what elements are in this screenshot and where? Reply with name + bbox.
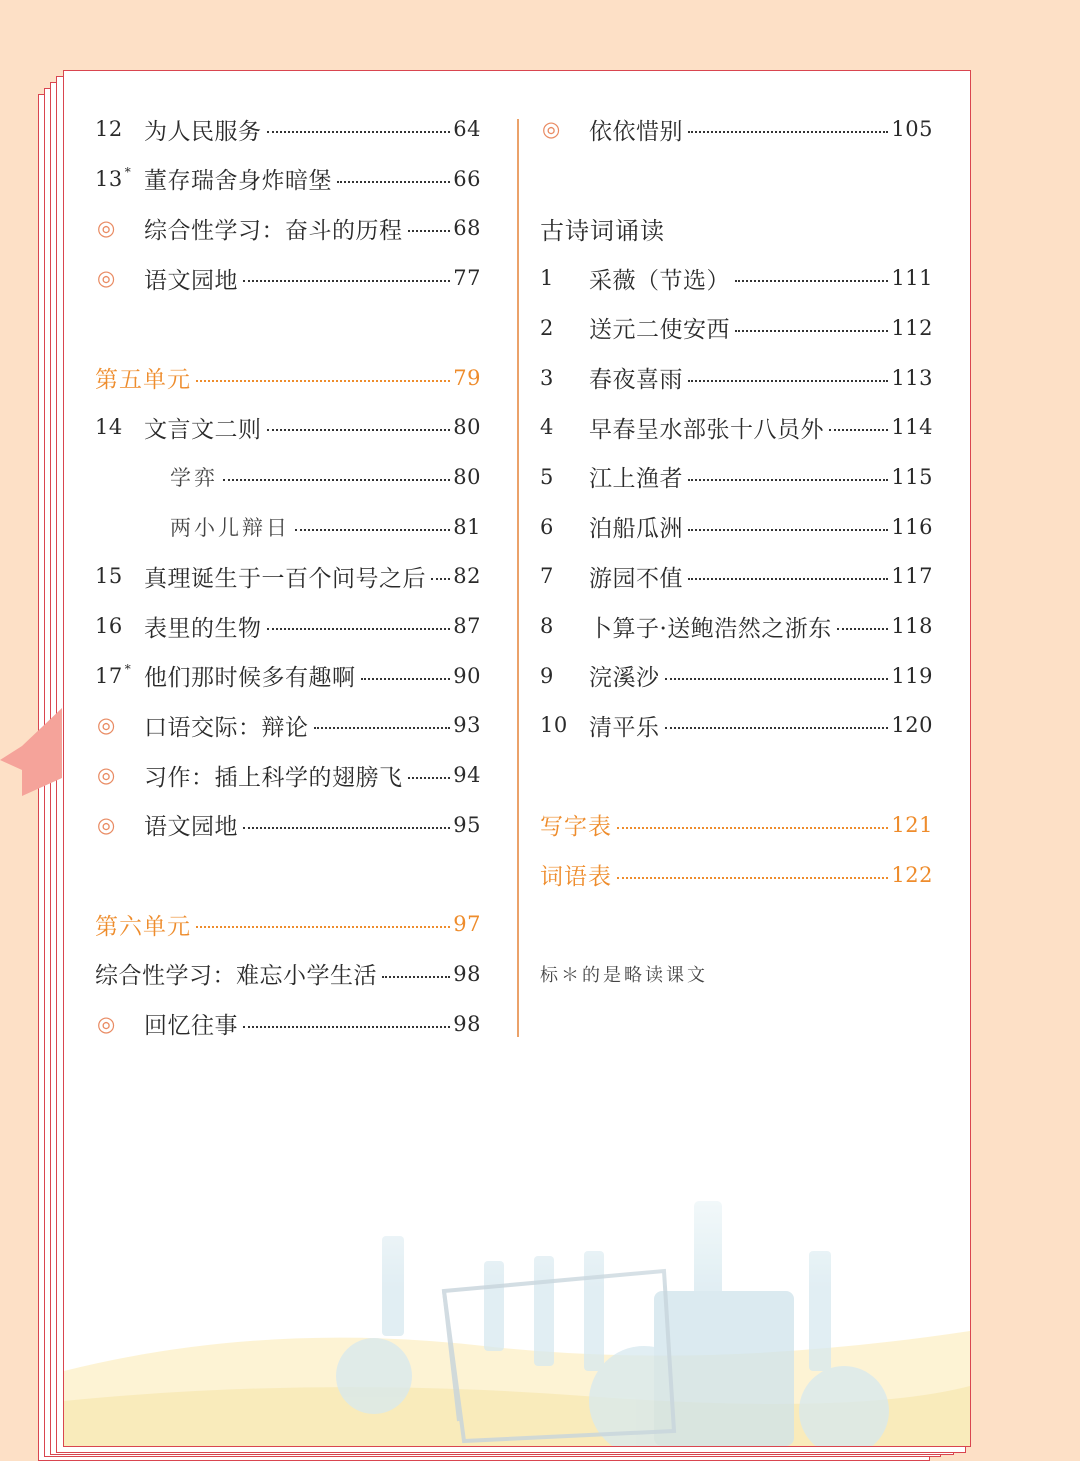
dot-leader bbox=[408, 777, 451, 779]
entry-number-text: 7 bbox=[540, 564, 554, 589]
dot-leader bbox=[688, 380, 888, 382]
dot-leader bbox=[295, 529, 450, 531]
abridged-star-mark: * bbox=[124, 164, 132, 179]
toc-row[interactable] bbox=[95, 404, 481, 450]
entry-number bbox=[95, 415, 144, 439]
page-number: 93 bbox=[453, 713, 481, 738]
page-number: 111 bbox=[891, 266, 933, 291]
entry-title: 浣溪沙 bbox=[589, 665, 660, 692]
section-title: 第五单元 bbox=[95, 367, 191, 393]
toc-row[interactable] bbox=[540, 454, 933, 500]
section-title: 第六单元 bbox=[95, 913, 191, 940]
page-number: 68 bbox=[453, 216, 481, 241]
entry-number bbox=[95, 164, 144, 191]
entry-number-text: 15 bbox=[95, 564, 123, 589]
toc-row[interactable] bbox=[540, 852, 933, 898]
dot-leader bbox=[617, 827, 888, 829]
entry-number-text: 8 bbox=[540, 614, 554, 638]
column-divider bbox=[517, 119, 519, 1037]
dot-leader bbox=[382, 976, 450, 978]
dot-leader bbox=[337, 181, 450, 183]
toc-row[interactable] bbox=[540, 553, 933, 599]
circle-bullet-icon: ◎ bbox=[97, 713, 116, 738]
page-number: 79 bbox=[453, 365, 481, 390]
dot-leader bbox=[617, 877, 888, 879]
entry-number-text: 1 bbox=[540, 266, 554, 291]
page-number: 105 bbox=[891, 117, 933, 141]
entry-title: 学弈 bbox=[170, 465, 218, 490]
entry-number-text: 13 bbox=[95, 166, 123, 191]
entry-title: 综合性学习：奋斗的历程 bbox=[144, 217, 403, 244]
entry-number-text: 9 bbox=[540, 663, 554, 688]
page-number: 90 bbox=[453, 663, 481, 688]
entry-title: 两小儿辩日 bbox=[170, 515, 290, 540]
toc-row[interactable] bbox=[540, 702, 933, 748]
page-number: 80 bbox=[453, 464, 481, 489]
entry-number bbox=[95, 117, 144, 141]
toc-row[interactable] bbox=[95, 603, 481, 649]
entry-title: 游园不值 bbox=[589, 565, 683, 592]
entry-title: 早春呈水部张十八员外 bbox=[589, 416, 824, 443]
entry-number-text: 2 bbox=[540, 315, 554, 340]
entry-number bbox=[540, 664, 589, 688]
dot-leader bbox=[196, 380, 450, 382]
section-heading: 古诗词诵读 bbox=[540, 216, 665, 245]
dot-leader bbox=[665, 727, 889, 729]
entry-number-text: 6 bbox=[540, 514, 554, 539]
entry-title: 依依惜别 bbox=[589, 118, 683, 145]
entry-number bbox=[95, 564, 144, 588]
dot-leader bbox=[314, 727, 451, 729]
toc-row[interactable] bbox=[95, 802, 481, 848]
circle-bullet-icon: ◎ bbox=[97, 812, 116, 837]
dot-leader bbox=[665, 678, 889, 680]
entry-title: 习作：插上科学的翅膀飞 bbox=[144, 764, 403, 791]
toc-row[interactable] bbox=[95, 1001, 481, 1047]
dot-leader bbox=[431, 578, 450, 580]
toc-row[interactable] bbox=[540, 653, 933, 699]
entry-number bbox=[540, 366, 589, 390]
lab-glassware-illustration bbox=[64, 1131, 970, 1446]
entry-title: 董存瑞舍身炸暗堡 bbox=[144, 168, 332, 195]
dot-leader bbox=[267, 131, 451, 133]
toc-row[interactable] bbox=[540, 255, 933, 301]
toc-row[interactable] bbox=[540, 404, 933, 450]
entry-number-text: 14 bbox=[95, 415, 123, 440]
page-number: 113 bbox=[891, 365, 933, 390]
dot-leader bbox=[243, 1026, 450, 1028]
dot-leader bbox=[243, 827, 450, 829]
page-number: 114 bbox=[891, 415, 933, 440]
circle-bullet-icon: ◎ bbox=[97, 266, 116, 291]
toc-row[interactable] bbox=[540, 603, 933, 649]
entry-title: 语文园地 bbox=[144, 267, 238, 294]
dot-leader bbox=[829, 429, 888, 431]
entry-number bbox=[540, 415, 589, 439]
entry-title: 泊船瓜洲 bbox=[589, 516, 683, 543]
circle-bullet-icon: ◎ bbox=[97, 763, 116, 788]
page-number: 116 bbox=[891, 514, 933, 539]
dot-leader bbox=[837, 628, 889, 630]
page-number: 95 bbox=[453, 812, 481, 837]
dot-leader bbox=[688, 529, 888, 531]
toc-row[interactable] bbox=[95, 752, 481, 798]
toc-row[interactable] bbox=[540, 106, 933, 152]
page-number: 94 bbox=[453, 763, 481, 788]
dot-leader bbox=[243, 280, 450, 282]
toc-row[interactable] bbox=[540, 802, 933, 848]
toc-row[interactable] bbox=[540, 504, 933, 550]
page-number: 66 bbox=[453, 166, 481, 191]
dot-leader bbox=[688, 479, 888, 481]
toc-row[interactable] bbox=[95, 702, 481, 748]
circle-bullet-icon: ◎ bbox=[542, 117, 561, 141]
toc-row[interactable] bbox=[95, 255, 481, 301]
bookmark-ribbon-icon bbox=[0, 708, 62, 798]
page-number: 120 bbox=[891, 713, 933, 738]
dot-leader bbox=[688, 578, 888, 580]
entry-title: 春夜喜雨 bbox=[589, 367, 683, 393]
dot-leader bbox=[361, 678, 451, 680]
entry-title: 表里的生物 bbox=[144, 615, 262, 642]
toc-row bbox=[540, 205, 933, 251]
entry-number bbox=[540, 614, 589, 638]
entry-number bbox=[95, 614, 144, 638]
entry-number bbox=[540, 465, 589, 489]
entry-number bbox=[540, 266, 589, 290]
page-number: 82 bbox=[453, 564, 481, 589]
page-number: 87 bbox=[453, 614, 481, 638]
entry-number-text: 4 bbox=[540, 415, 554, 440]
dot-leader bbox=[267, 628, 451, 630]
entry-number-text: 12 bbox=[95, 117, 123, 141]
page-number: 122 bbox=[891, 862, 933, 887]
entry-number-text: 16 bbox=[95, 614, 123, 638]
toc-row[interactable] bbox=[95, 156, 481, 202]
toc-row[interactable] bbox=[95, 951, 481, 997]
dot-leader bbox=[408, 230, 451, 232]
entry-title: 综合性学习：难忘小学生活 bbox=[95, 963, 377, 990]
toc-row[interactable] bbox=[95, 553, 481, 599]
entry-title: 他们那时候多有趣啊 bbox=[144, 665, 356, 692]
abridged-star-mark: * bbox=[124, 661, 132, 676]
entry-number bbox=[540, 316, 589, 340]
page-number: 81 bbox=[453, 514, 481, 539]
dot-leader bbox=[688, 131, 888, 133]
page-number: 98 bbox=[453, 961, 481, 986]
entry-title: 送元二使安西 bbox=[589, 317, 730, 344]
entry-number bbox=[540, 713, 589, 737]
page-number: 77 bbox=[453, 266, 481, 291]
entry-title: 卜算子·送鲍浩然之浙东 bbox=[589, 615, 832, 642]
entry-number bbox=[540, 564, 589, 588]
toc-row[interactable] bbox=[95, 355, 481, 401]
page-number: 112 bbox=[891, 315, 933, 340]
dot-leader bbox=[196, 926, 450, 928]
entry-number-text: 10 bbox=[540, 713, 568, 738]
entry-title: 文言文二则 bbox=[144, 416, 262, 443]
page-number: 80 bbox=[453, 415, 481, 440]
toc-row[interactable] bbox=[95, 106, 481, 152]
toc-row[interactable] bbox=[540, 355, 933, 401]
entry-title: 语文园地 bbox=[144, 814, 238, 841]
footnote-text: 标＊的是略读课文 bbox=[540, 964, 708, 986]
entry-title: 口语交际：辩论 bbox=[144, 714, 309, 741]
section-title: 词语表 bbox=[540, 864, 612, 890]
entry-number-text: 3 bbox=[540, 365, 554, 390]
page-number: 97 bbox=[453, 912, 481, 937]
page-number: 117 bbox=[891, 564, 933, 589]
page-number: 98 bbox=[453, 1011, 481, 1036]
circle-bullet-icon: ◎ bbox=[97, 1011, 116, 1036]
entry-title: 采薇（节选） bbox=[589, 267, 730, 294]
page-number: 121 bbox=[891, 812, 933, 837]
page-number: 64 bbox=[453, 117, 481, 141]
entry-title: 真理诞生于一百个问号之后 bbox=[144, 565, 426, 592]
entry-title: 江上渔者 bbox=[589, 466, 683, 493]
toc-row[interactable] bbox=[95, 901, 481, 947]
dot-leader bbox=[223, 479, 450, 481]
entry-number bbox=[540, 515, 589, 539]
dot-leader bbox=[735, 280, 888, 282]
entry-number-text: 17 bbox=[95, 663, 123, 688]
toc-row[interactable] bbox=[95, 504, 481, 550]
toc-row[interactable] bbox=[95, 454, 481, 500]
entry-number-text: 5 bbox=[540, 464, 554, 489]
page-number: 115 bbox=[891, 464, 933, 489]
circle-bullet-icon: ◎ bbox=[97, 216, 116, 241]
dot-leader bbox=[735, 330, 888, 332]
toc-row[interactable] bbox=[95, 205, 481, 251]
entry-title: 回忆往事 bbox=[144, 1013, 238, 1040]
page-number: 118 bbox=[891, 614, 933, 638]
entry-title: 为人民服务 bbox=[144, 118, 262, 145]
toc-row bbox=[540, 951, 933, 997]
dot-leader bbox=[267, 429, 451, 431]
toc-row[interactable] bbox=[540, 305, 933, 351]
page-number: 119 bbox=[891, 663, 933, 688]
entry-title: 清平乐 bbox=[589, 714, 660, 741]
entry-number bbox=[95, 661, 144, 688]
section-title: 写字表 bbox=[540, 814, 612, 841]
toc-row[interactable] bbox=[95, 653, 481, 699]
